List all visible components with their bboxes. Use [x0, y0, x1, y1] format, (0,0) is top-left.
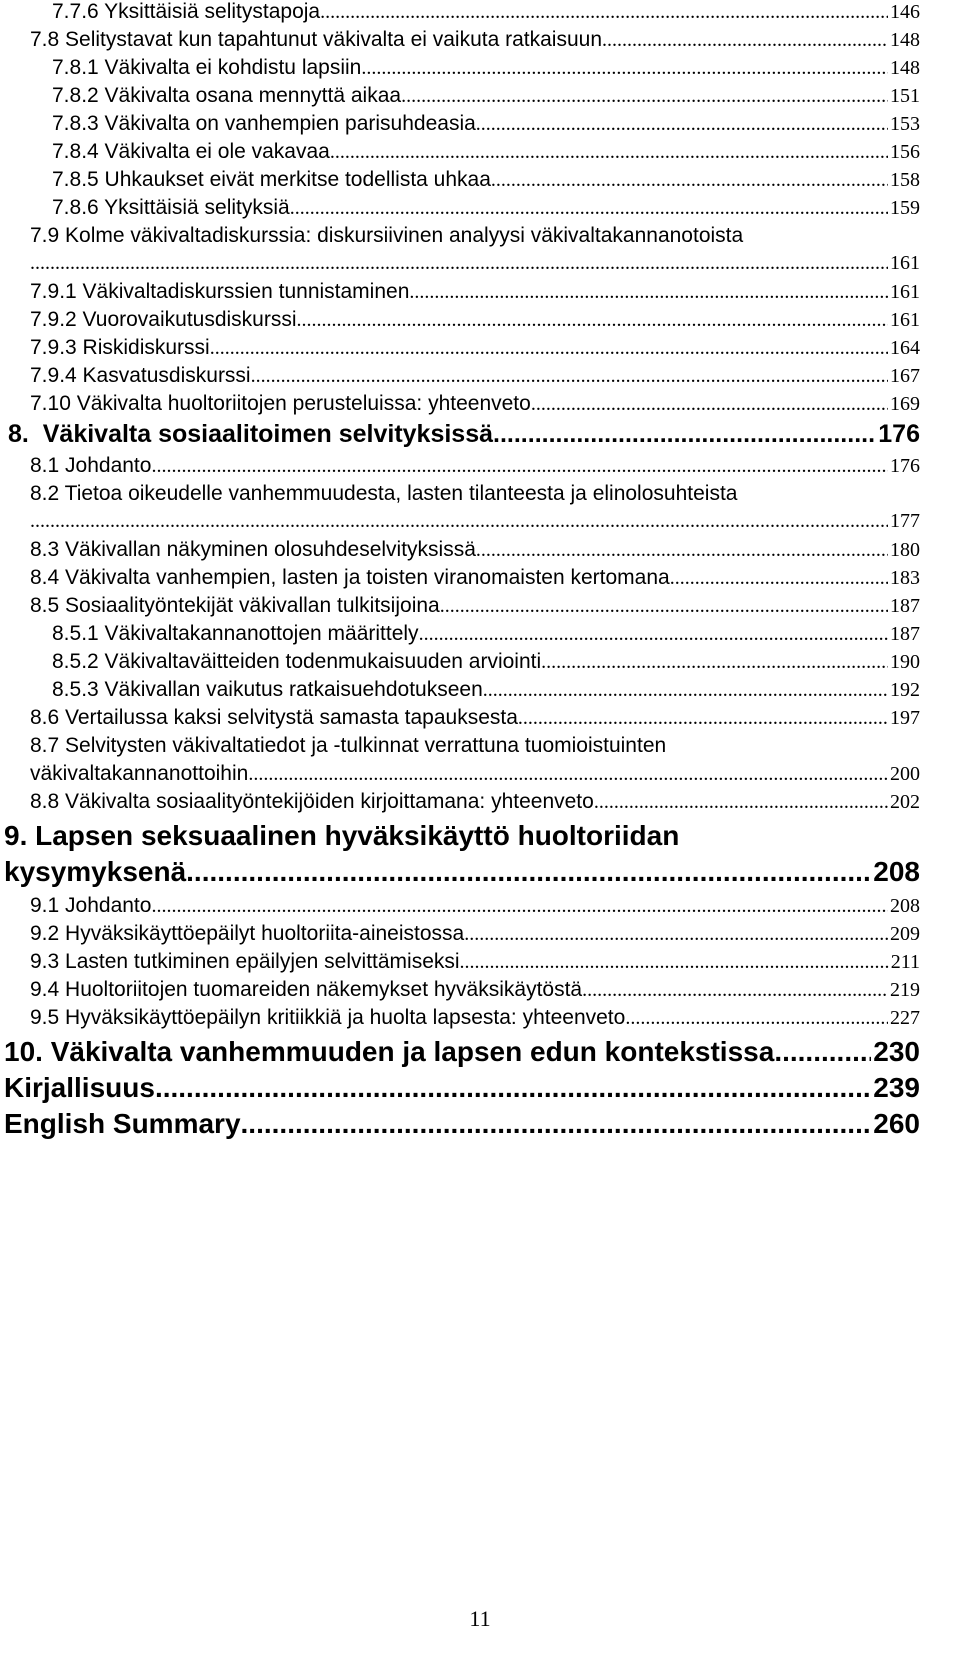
toc-entry-page: 156 — [890, 141, 920, 163]
toc-chapter-title: 10. Väkivalta vanhemmuuden ja lapsen edun kontekstissa — [4, 1036, 775, 1067]
toc-entry-title: 7.10 Väkivalta huoltoriitojen perusteluissa: yhteenveto — [30, 392, 531, 415]
toc-entry-title-continued: väkivaltakannanottoihin — [30, 762, 249, 785]
toc-entry-page: 148 — [890, 29, 920, 51]
toc-leader-dots — [594, 791, 888, 814]
toc-leader-dots — [320, 1, 888, 24]
toc-leader-dots — [30, 252, 888, 275]
toc-leader-dots — [670, 567, 888, 590]
toc-entry-title: 9.5 Hyväksikäyttöepäilyn kritiikkiä ja huolta lapsesta: yhteenveto — [30, 1006, 626, 1029]
toc-entry-title: 8.7 Selvitysten väkivaltatiedot ja -tulkinnat verrattuna tuomioistuinten — [30, 734, 667, 757]
toc-entry-title: 7.8.2 Väkivalta osana mennyttä aikaa — [52, 84, 402, 107]
toc-entry-page: 159 — [890, 197, 920, 219]
toc-leader-dots — [541, 651, 888, 674]
toc-entry-page: 167 — [890, 365, 920, 387]
toc-entry-title: 8.5.3 Väkivallan vaikutus ratkaisuehdotukseen — [52, 678, 483, 701]
toc-chapter-title: Kirjallisuus — [4, 1072, 155, 1103]
toc-entry-page: 197 — [890, 707, 920, 729]
toc-entry-page: 161 — [890, 309, 920, 331]
toc-entry-page: 208 — [890, 895, 920, 917]
toc-leader-dots — [297, 309, 888, 332]
toc-entry-page: 176 — [890, 455, 920, 477]
toc-leader-dots — [361, 57, 888, 80]
toc-leader-dots — [330, 141, 888, 164]
toc-leader-dots — [241, 1108, 872, 1140]
toc-leader-dots — [251, 365, 888, 388]
toc-leader-dots — [151, 895, 888, 918]
toc-entry-page: 161 — [890, 281, 920, 303]
toc-chapter-page: 208 — [873, 856, 920, 887]
toc-entry-title: 8.4 Väkivalta vanhempien, lasten ja toisten viranomaisten kertomana — [30, 566, 670, 589]
toc-entry-title: 8.1 Johdanto — [30, 454, 152, 477]
toc-entry-title: 7.8.6 Yksittäisiä selityksiä — [52, 196, 290, 219]
toc-leader-dots — [419, 623, 888, 646]
toc-chapter-title: 8. Väkivalta sosiaalitoimen selvityksissä — [8, 420, 494, 448]
toc-leader-dots — [440, 595, 888, 618]
toc-entry-page: 158 — [890, 169, 920, 191]
toc-chapter-page: 260 — [873, 1108, 920, 1139]
toc-entry-title: 7.8.5 Uhkaukset eivät merkitse todellista uhkaa — [52, 168, 491, 191]
toc-leader-dots — [401, 85, 888, 108]
toc-leader-dots — [460, 951, 889, 974]
toc-entry-title: 8.8 Väkivalta sosiaalityöntekijöiden kirjoittamana: yhteenveto — [30, 790, 594, 813]
toc-entry-page: 190 — [890, 651, 920, 673]
toc-entry-page: 164 — [890, 337, 920, 359]
toc-leader-dots — [409, 281, 888, 304]
toc-chapter-title-continued: kysymyksenä — [4, 856, 187, 887]
toc-leader-dots — [30, 510, 888, 533]
toc-entry-page: 211 — [890, 951, 920, 973]
toc-entry-page: 169 — [890, 393, 920, 415]
toc-leader-dots — [476, 539, 888, 562]
toc-entry-page: 192 — [890, 679, 920, 701]
toc-entry-page: 161 — [890, 252, 920, 274]
toc-entry-title: 7.8 Selitystavat kun tapahtunut väkivalta ei vaikuta ratkaisuun — [30, 28, 603, 51]
toc-leader-dots — [464, 923, 888, 946]
toc-entry-title: 7.8.1 Väkivalta ei kohdistu lapsiin — [52, 56, 362, 79]
toc-entry-title: 8.3 Väkivallan näkyminen olosuhdeselvityksissä — [30, 538, 476, 561]
toc-entry-title: 7.9.1 Väkivaltadiskurssien tunnistaminen — [30, 280, 410, 303]
toc-entry-page: 177 — [890, 510, 920, 532]
toc-chapter-title: 9. Lapsen seksuaalinen hyväksikäyttö huoltoriidan — [4, 820, 680, 851]
toc-entry-page: 183 — [890, 567, 920, 589]
toc-leader-dots — [155, 1072, 871, 1104]
toc-entry-title: 9.4 Huoltoriitojen tuomareiden näkemykset hyväksikäytöstä — [30, 978, 583, 1001]
toc-entry-title: 7.8.3 Väkivalta on vanhempien parisuhdeasia — [52, 112, 476, 135]
toc-leader-dots — [476, 113, 888, 136]
toc-entry-page: 187 — [890, 595, 920, 617]
toc-entry-title: 7.9.4 Kasvatusdiskurssi — [30, 364, 251, 387]
toc-entry-title: 7.7.6 Yksittäisiä selitystapoja — [52, 0, 321, 23]
toc-leader-dots — [493, 420, 876, 449]
toc-entry-title: 8.6 Vertailussa kaksi selvitystä samasta tapauksesta — [30, 706, 518, 729]
toc-leader-dots — [491, 169, 888, 192]
toc-entry-title: 8.5 Sosiaalityöntekijät väkivallan tulkitsijoina — [30, 594, 440, 617]
toc-entry-title: 8.2 Tietoa oikeudelle vanhemmuudesta, lasten tilanteesta ja elinolosuhteista — [30, 482, 738, 505]
toc-entry-title: 7.8.4 Väkivalta ei ole vakavaa — [52, 140, 330, 163]
toc-entry-page: 151 — [890, 85, 920, 107]
toc-entry-page: 227 — [890, 1007, 920, 1029]
toc-entry-title: 8.5.1 Väkivaltakannanottojen määrittely — [52, 622, 419, 645]
toc-leader-dots — [602, 29, 888, 52]
toc-chapter-page: 176 — [878, 420, 920, 448]
toc-entry-title: 7.9.2 Vuorovaikutusdiskurssi — [30, 308, 297, 331]
toc-leader-dots — [210, 337, 888, 360]
toc-leader-dots — [625, 1007, 888, 1030]
toc-leader-dots — [248, 763, 888, 786]
toc-leader-dots — [774, 1036, 871, 1068]
toc-leader-dots — [531, 393, 888, 416]
toc-leader-dots — [151, 455, 888, 478]
toc-entry-page: 209 — [890, 923, 920, 945]
toc-entry-page: 200 — [890, 763, 920, 785]
toc-leader-dots — [186, 856, 871, 888]
toc-entry-page: 187 — [890, 623, 920, 645]
toc-leader-dots — [582, 979, 888, 1002]
page-number: 11 — [469, 1606, 491, 1631]
toc-chapter-page: 230 — [873, 1036, 920, 1067]
toc-chapter-page: 239 — [873, 1072, 920, 1103]
toc-entry-title: 9.2 Hyväksikäyttöepäilyt huoltoriita-aineistossa — [30, 922, 465, 945]
toc-leader-dots — [518, 707, 888, 730]
toc-leader-dots — [290, 197, 888, 220]
toc-leader-dots — [483, 679, 888, 702]
toc-entry-page: 180 — [890, 539, 920, 561]
toc-entry-title: 8.5.2 Väkivaltaväitteiden todenmukaisuuden arviointi — [52, 650, 542, 673]
toc-entry-page: 146 — [890, 1, 920, 23]
toc-entry-title: 7.9.3 Riskidiskurssi — [30, 336, 210, 359]
toc-entry-page: 202 — [890, 791, 920, 813]
toc-entry-page: 148 — [890, 57, 920, 79]
toc-entry-title: 9.3 Lasten tutkiminen epäilyjen selvittämiseksi — [30, 950, 460, 973]
toc-entry-title: 7.9 Kolme väkivaltadiskurssia: diskursiivinen analyysi väkivaltakannanotoista — [30, 224, 744, 247]
toc-chapter-title: English Summary — [4, 1108, 241, 1139]
toc-entry-title: 9.1 Johdanto — [30, 894, 152, 917]
toc-entry-page: 153 — [890, 113, 920, 135]
toc-entry-page: 219 — [890, 979, 920, 1001]
